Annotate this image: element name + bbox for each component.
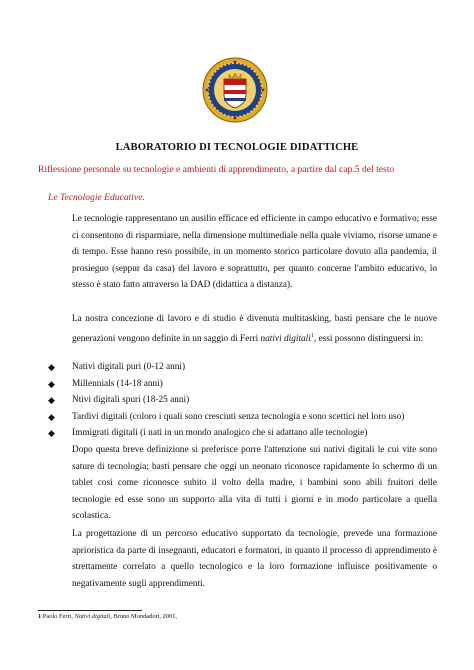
footnote-ref[interactable]: 1 bbox=[310, 332, 314, 339]
paragraph-1: Le tecnologie rappresentano un ausilio efficace ed efficiente in campo educativo e formativo; esse ci consentono di risparmiare, nella dimensione multimediale nella quale viviamo, risorse umane e di tempo. Esse hanno reso possibile, in un momento storico particolare dovuto alla pandemia, il prosieguo (seppur da casa) del lavoro e soprattutto, per quanto concerne l'ambito educativo, lo stesso è stato fatto attraverso la DAD (didattica a distanza). bbox=[72, 214, 437, 291]
paragraph-2-tail: , essi possono distinguersi in: bbox=[313, 333, 424, 344]
bullet-icon: ◆ bbox=[48, 362, 55, 372]
bullet-icon: ◆ bbox=[48, 395, 55, 406]
list-item bbox=[48, 392, 448, 409]
list-item-text: Ntivi digitali spuri (18-25 anni) bbox=[72, 395, 190, 406]
footnote-number: 1 bbox=[38, 613, 42, 620]
paragraph-3: Dopo questa breve definizione si preferisce porre l'attenzione sui nativi digitali le cui vite sono sature di tecnologia; basti pensare che oggi un neonato riconosce rapidamente lo schermo di un tablet così come riconosce subito il volto della madre, i bambini sono abili fruitori delle tecnologie ed esse sono un supporto alla vita di tutti i giorni e in modo particolare a quella scolastica. bbox=[72, 445, 437, 522]
generation-list bbox=[48, 359, 448, 442]
paragraph-2-italic: nativi digitali bbox=[260, 333, 311, 344]
footnote-title: Nativi digitali bbox=[74, 613, 111, 620]
footnote-divider bbox=[38, 610, 142, 611]
paragraph-2 bbox=[72, 311, 437, 347]
paragraph-2-text: La nostra concezione di lavoro e di studio è divenuta multitasking, basti pensare che le nuove generazioni vengono definite in un saggio di Ferri bbox=[72, 314, 437, 344]
list-item bbox=[48, 359, 448, 376]
list-item-text: Tardivi digitali (coloro i quali sono cresciuti senza tecnologia e sono scettici nel loro uso) bbox=[72, 411, 405, 422]
university-seal-logo bbox=[202, 57, 268, 123]
footnote bbox=[38, 613, 177, 620]
list-item bbox=[48, 425, 448, 442]
section-heading: Le Tecnologie Educative. bbox=[48, 192, 145, 203]
list-item-text: Nativi digitali puri (0-12 anni) bbox=[72, 362, 186, 372]
bullet-icon: ◆ bbox=[48, 411, 55, 422]
document-subtitle: Riflessione personale su tecnologie e ambienti di apprendimento, a partire dal cap.5 del testo bbox=[38, 164, 395, 175]
list-item bbox=[48, 409, 448, 426]
list-item bbox=[48, 376, 448, 393]
list-item-text: Immigrati digitali (i nati in un mondo analogico che si adattano alle tecnologie) bbox=[72, 428, 368, 439]
bullet-icon: ◆ bbox=[48, 428, 55, 439]
document-title: LABORATORIO DI TECNOLOGIE DIDATTICHE bbox=[115, 142, 359, 153]
footnote-rest: , Bruno Mondadori, 2001, bbox=[110, 613, 178, 620]
bullet-icon: ◆ bbox=[48, 378, 55, 389]
paragraph-4: La progettazione di un percorso educativo supportato da tecnologie, prevede una formazione aprioristica da parte di insegnanti, educatori e formatori, in quanto il processo di apprendimento è strettamente correlato a quello tecnologico e la loro formazione influisce positivamente o negativamente sugli apprendimenti. bbox=[72, 529, 437, 589]
footnote-author: Paolo Ferri, bbox=[41, 613, 75, 620]
list-item-text: Millennials (14-18 anni) bbox=[72, 378, 163, 389]
